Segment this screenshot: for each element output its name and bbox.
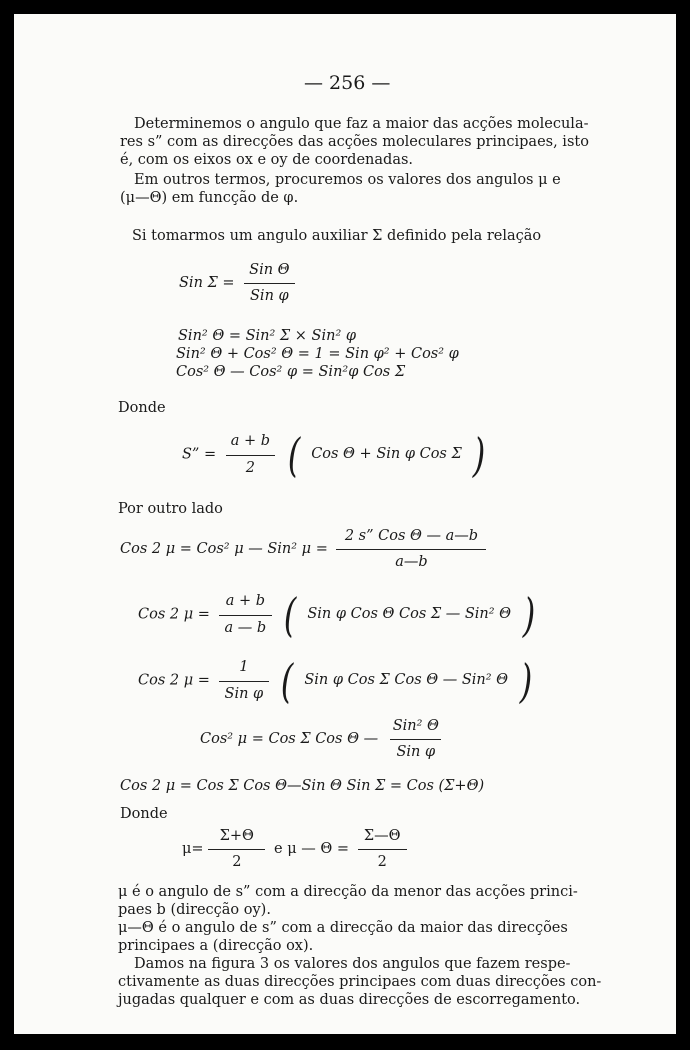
paragraph-2-line-1: Em outros termos, procuremos os valores dos angulos μ e xyxy=(134,172,561,188)
eq-s-numerator: a + b xyxy=(230,433,271,450)
equation-line-2: Sin² Θ + Cos² Θ = 1 = Sin φ² + Cos² φ xyxy=(176,346,459,362)
eq-cos2-lhs: Cos 2 μ = xyxy=(138,606,210,623)
right-paren: ) xyxy=(522,588,535,642)
eq-cos3-rhs: Sin φ Cos Σ Cos Θ — Sin² Θ xyxy=(304,672,509,689)
eq1-numerator: Sin Θ xyxy=(249,262,290,278)
paragraph-1-line-3: é, com os eixos ox e oy de coordenadas. xyxy=(120,152,414,168)
eq-final-numerator-2: Σ—Θ xyxy=(363,828,401,844)
eq-cos4-denominator: Sin φ xyxy=(390,739,441,761)
eq-cos1-numerator: 2 s” Cos Θ — a—b xyxy=(344,528,479,544)
closing-line-7: jugadas qualquer e com as duas direcções de escorregamento. xyxy=(118,992,581,1008)
eq-cos4-lhs: Cos² μ = Cos Σ Cos Θ — xyxy=(200,731,379,748)
por-outro-lado: Por outro lado xyxy=(118,501,223,517)
right-paren: ) xyxy=(473,428,486,482)
eq-cos3-numerator: 1 xyxy=(239,659,249,676)
left-paren: ( xyxy=(280,654,294,708)
equation-cos-2mu-2 xyxy=(138,588,538,642)
eq-s-rhs: Cos Θ + Sin φ Cos Σ xyxy=(311,446,462,463)
eq-cos4-numerator: Sin² Θ xyxy=(392,718,439,734)
paragraph-1-line-1: Determinemos o angulo que faz a maior das acções molecula- xyxy=(134,116,589,132)
closing-line-1: μ é o angulo de s” com a direcção da menor das acções princi- xyxy=(118,884,578,900)
eq-final-numerator-1: Σ+Θ xyxy=(219,828,254,844)
closing-line-2: paes b (direcção oy). xyxy=(118,902,271,918)
paragraph-2-line-2: (μ—Θ) em funcção de φ. xyxy=(120,190,299,206)
eq-s-lhs: S” = xyxy=(182,446,217,463)
eq1-lhs: Sin Σ = xyxy=(179,275,235,292)
equation-final xyxy=(182,828,411,872)
left-paren: ( xyxy=(287,428,300,482)
eq-final-denominator-2: 2 xyxy=(358,849,407,871)
eq-cos3-lhs: Cos 2 μ = xyxy=(138,672,210,689)
eq-final-denominator-1: 2 xyxy=(208,849,265,871)
right-paren: ) xyxy=(519,654,532,708)
equation-cos-squared-mu xyxy=(200,718,449,762)
eq-cos1-denominator: a—b xyxy=(336,549,486,571)
eq-final-middle: e μ — Θ = xyxy=(274,841,350,858)
donde-label-1: Donde xyxy=(118,400,166,416)
page-number: — 256 — xyxy=(304,72,391,94)
equation-sin-sigma xyxy=(179,262,300,306)
equation-line-3: Cos² Θ — Cos² φ = Sin²φ Cos Σ xyxy=(176,364,406,380)
eq-cos2-numerator: a + b xyxy=(225,593,265,610)
closing-line-3: μ—Θ é o angulo de s” com a direcção da maior das direcções xyxy=(118,920,568,936)
closing-line-4: principaes a (direcção ox). xyxy=(118,938,314,954)
equation-line-1: Sin² Θ = Sin² Σ × Sin² φ xyxy=(178,328,357,344)
eq-cos2-rhs: Sin φ Cos Θ Cos Σ — Sin² Θ xyxy=(307,606,512,623)
equation-cos-2mu-3 xyxy=(138,654,535,708)
paragraph-1-line-2: res s” com as direcções das acções moleculares principaes, isto xyxy=(120,134,589,150)
equation-s-double-prime xyxy=(182,428,488,482)
eq-final-lhs: μ= xyxy=(182,841,204,858)
closing-line-5: Damos na figura 3 os valores dos angulos que fazem respe- xyxy=(134,956,571,972)
eq-cos2-denominator: a — b xyxy=(219,615,273,637)
paragraph-3-line-1: Si tomarmos um angulo auxiliar Σ definido pela relação xyxy=(132,228,542,244)
document-page xyxy=(14,14,676,1034)
donde-label-2: Donde xyxy=(120,806,168,822)
equation-cos-2mu-5: Cos 2 μ = Cos Σ Cos Θ—Sin Θ Sin Σ = Cos (Σ+Θ) xyxy=(120,778,485,794)
eq-s-denominator: 2 xyxy=(226,455,275,477)
equation-cos-2mu-1 xyxy=(120,528,490,572)
eq1-denominator: Sin φ xyxy=(244,283,295,305)
eq-cos3-denominator: Sin φ xyxy=(219,681,270,703)
eq-cos1-lhs: Cos 2 μ = Cos² μ — Sin² μ = xyxy=(120,541,328,558)
left-paren: ( xyxy=(283,588,297,642)
closing-line-6: ctivamente as duas direcções principaes com duas direcções con- xyxy=(118,974,602,990)
